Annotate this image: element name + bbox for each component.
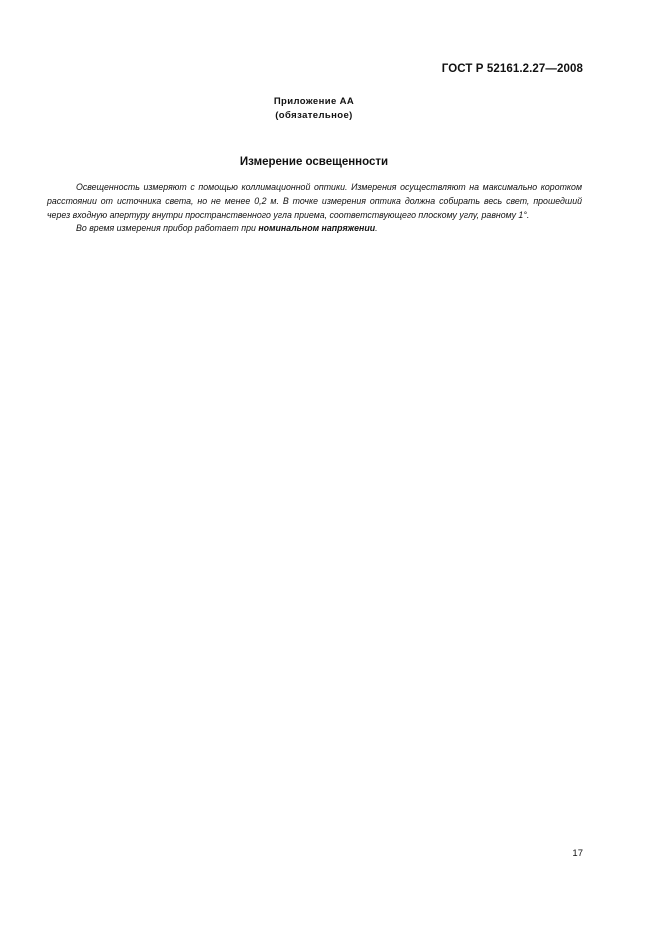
paragraph-text: Во время измерения прибор работает при [76, 223, 259, 234]
paragraph-end: . [375, 223, 378, 234]
appendix-status: (обязательное) [275, 110, 353, 121]
appendix-heading [0, 95, 628, 123]
paragraph-illuminance-measurement: Освещенность измеряют с помощью коллимационной оптики. Измерения осуществляют на максимально коротком расстоянии от источника света, но не менее 0,2 м. В точке измерения оптика должна собирать весь свет, прошедший через входную апертуру внутри пространственного угла приема, соответствующего плоскому углу, равному 1°. [47, 182, 582, 220]
section-title: Измерение освещенности [239, 156, 389, 168]
emphasized-term: номинальном напряжении [258, 223, 376, 234]
appendix-title: Приложение АА [273, 96, 355, 107]
standard-code-header: ГОСТ Р 52161.2.27—2008 [441, 63, 583, 75]
body-text [47, 181, 582, 236]
paragraph-rated-voltage [47, 222, 582, 236]
page-number: 17 [572, 848, 583, 859]
